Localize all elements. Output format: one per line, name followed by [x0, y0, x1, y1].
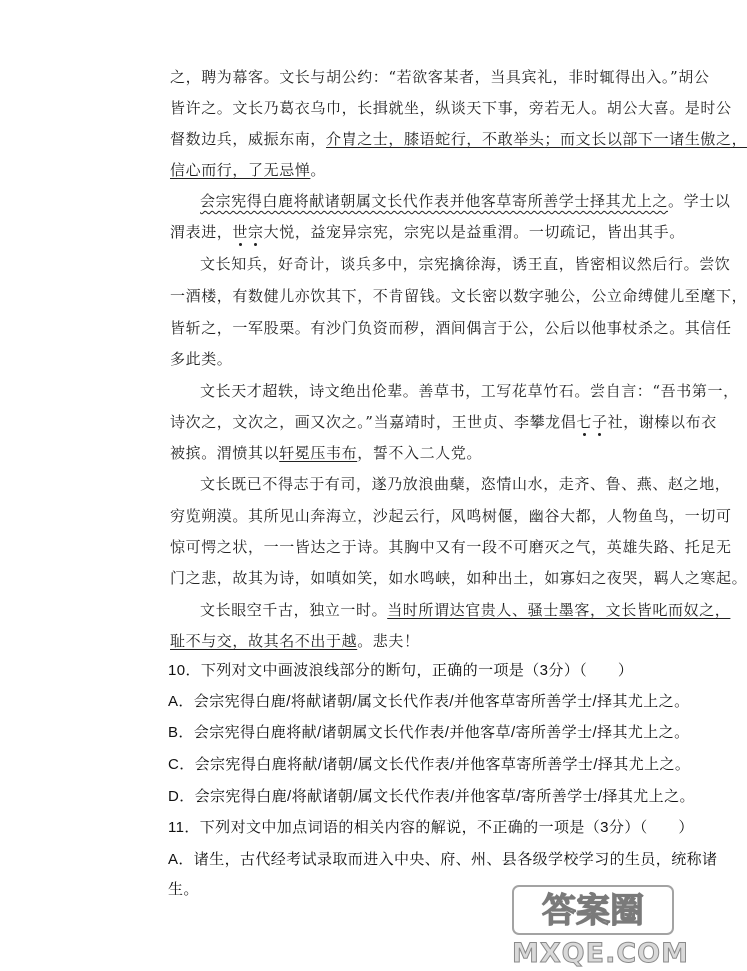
- text-run: 大悦，益宠异宗宪，宗宪以是益重渭。一切疏记，皆出其手。: [263, 223, 685, 241]
- passage-line: [170, 443, 482, 463]
- text-run: 社，谢榛以布衣: [607, 413, 717, 431]
- question-11-stem: 11．下列对文中加点词语的相关内容的解说，不正确的一项是（3分）（ ）: [168, 819, 694, 836]
- passage-line: [170, 160, 326, 180]
- question-11-option-a: A．诸生，古代经考试录取而进入中央、府、州、县各级学校学习的生员，统称诸: [168, 851, 718, 868]
- underlined-phrase: 轩冕压韦布: [279, 444, 358, 462]
- question-10-option-d: D．会宗宪得白鹿/将献诸朝/属文长代作表/并他客草/寄所善学士/择其尤上之。: [168, 788, 695, 805]
- passage-line: [170, 129, 747, 149]
- text-run: 渭表进，: [170, 223, 233, 241]
- text-run: 。: [310, 161, 327, 179]
- question-11-option-a-cont: 生。: [168, 881, 199, 898]
- passage-line: [170, 631, 420, 651]
- passage-line: 文长天才超轶，诗文绝出伦辈。善草书，工写花草竹石。尝自言：“吾书第一，: [200, 382, 739, 400]
- question-10-stem: 10．下列对文中画波浪线部分的断句，正确的一项是（3分）（ ）: [168, 662, 634, 679]
- text-run: 文长眼空千古，独立一时。: [200, 601, 388, 619]
- dotted-char: 宗: [248, 223, 264, 241]
- passage-line: 文长既已不得志于有司，遂乃放浪曲蘖，恣情山水，走齐、鲁、燕、赵之地，: [200, 475, 731, 493]
- underlined-phrase: ；而文长以部下一诸生傲之，: [544, 130, 747, 148]
- passage-line: 文长知兵，好奇计，谈兵多中，宗宪擒徐海，诱王直，皆密相议然后行。尝饮: [200, 255, 731, 273]
- text-run: ，誓不入二人党。: [357, 444, 483, 462]
- dotted-char: 世: [232, 223, 249, 241]
- passage-line: [170, 222, 685, 242]
- text-run: 被摈。渭愤其以: [170, 444, 280, 462]
- question-10-option-c: C．会宗宪得白鹿将献/诸朝/属文长代作表/并他客草寄所善学士/择其尤上之。: [168, 756, 691, 773]
- passage-line: 之，聘为幕客。文长与胡公约：“若欲客某者，当具宾礼，非时辄得出入。”胡公: [170, 68, 710, 86]
- question-10-option-a: A．会宗宪得白鹿/将献诸朝/属文长代作表/并他客草寄所善学士/择其尤上之。: [168, 693, 690, 710]
- passage-line: [200, 600, 730, 620]
- passage-line: 皆斩之，一军股栗。有沙门负资而秽，酒间偶言于公，公后以他事杖杀之。其信任: [170, 319, 732, 337]
- underlined-phrase: 介胄之士，膝语蛇行，不敢举头: [326, 130, 545, 148]
- svg-text:答案圈: 答案圈: [542, 891, 644, 931]
- passage-line: [200, 191, 730, 211]
- passage-line: 一酒楼，有数健儿亦饮其下，不肯留钱。文长密以数字驰公，公立命缚健儿至麾下，: [170, 287, 747, 305]
- wavy-underlined-sentence: 会宗宪得白鹿将献诸朝属文长代作表并他客草寄所善学士择其尤上之: [200, 192, 669, 210]
- dotted-char: 子: [591, 413, 608, 431]
- text-run: 督数边兵，威振东南，: [170, 130, 327, 148]
- underlined-phrase: 当时所谓达官贵人、骚士墨客，文长皆叱而奴之，: [387, 601, 731, 619]
- passage-line: 惊可愕之状，一一皆达之于诗。其胸中又有一段不可磨灭之气，英雄失路、托足无: [170, 538, 732, 556]
- passage-line: [170, 412, 717, 432]
- dotted-char: 七: [576, 413, 592, 431]
- watermark-site: MXQE.COM: [512, 938, 689, 969]
- passage-line: 多此类。: [170, 350, 233, 368]
- passage-line: 皆许之。文长乃葛衣乌巾，长揖就坐，纵谈天下事，旁若无人。胡公大喜。是时公: [170, 99, 732, 117]
- underlined-phrase: 耻不与交，故其名不出于越: [170, 632, 358, 650]
- underlined-phrase: 信心而行，了无忌惮: [170, 161, 311, 179]
- passage-line: 穷览朔漠。其所见山奔海立，沙起云行，风鸣树偃，幽谷大都，人物鱼鸟，一切可: [170, 507, 732, 525]
- question-10-option-b: B．会宗宪得白鹿将献/诸朝属文长代作表/并他客草/寄所善学士/择其尤上之。: [168, 724, 690, 741]
- passage-line: 门之悲，故其为诗，如嗔如笑，如水鸣峡，如种出土，如寡妇之夜哭，羁人之寒起。: [170, 569, 747, 587]
- text-run: 。学士以: [668, 192, 731, 210]
- text-run: 。悲夫！: [357, 632, 420, 650]
- text-run: 诗次之，文次之，画又次之。”当嘉靖时，王世贞、李攀龙倡: [170, 413, 577, 431]
